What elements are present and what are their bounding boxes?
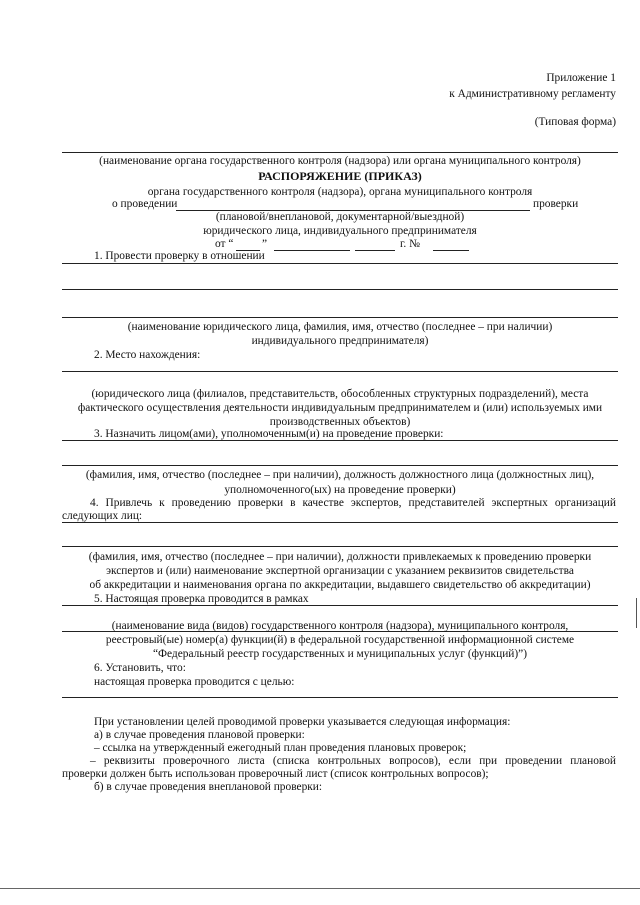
scan-bottom-edge — [0, 888, 640, 889]
item-2-text: 2. Место нахождения: — [94, 349, 201, 361]
item-1-caption-1: (наименование юридического лица, фамилия, имя, отчество (последнее – при наличии) — [127, 321, 553, 333]
item-3-line-1 — [62, 440, 618, 441]
item-4-text-2: следующих лиц: — [62, 510, 143, 522]
entity-line: юридического лица, индивидуального предпринимателя — [203, 225, 477, 237]
item-3-text: 3. Назначить лицом(ами), уполномоченным(и) на проведение проверки: — [94, 428, 444, 440]
item-4-line-1 — [62, 522, 618, 523]
item-4-caption-3: об аккредитации и наименования органа по аккредитации, выдавшего свидетельство об аккредитации) — [89, 579, 591, 591]
item-6-info: При установлении целей проводимой проверки указывается следующая информация: — [94, 716, 511, 728]
item-5-text: 5. Настоящая проверка проводится в рамках — [94, 593, 309, 605]
order-number-line — [433, 250, 469, 251]
item-6b-heading: б) в случае проведения внеплановой проверки: — [94, 781, 323, 793]
check-word: проверки — [533, 198, 579, 210]
item-5-caption-3: “Федеральный реестр государственных и муниципальных услуг (функций)”) — [152, 648, 528, 660]
item-2-caption-2: фактического осуществления деятельности индивидуальным предпринимателем и (или) используемых ими — [77, 402, 603, 414]
item-6-line — [62, 697, 618, 698]
check-type-caption: (плановой/внеплановой, документарной/выездной) — [215, 211, 465, 223]
item-6a-heading: а) в случае проведения плановой проверки: — [94, 729, 305, 741]
item-2-line — [62, 371, 618, 372]
item-6a-requisites-1: – реквизиты проверочного листа (списка контрольных вопросов), если при проведении плановой — [90, 755, 616, 767]
date-month-line — [274, 250, 350, 251]
appendix-label: Приложение 1 — [546, 72, 616, 84]
item-4-text-1: 4. Привлечь к проведению проверки в качестве экспертов, представителей экспертных организаций — [90, 497, 616, 509]
item-5-line-1 — [62, 605, 618, 606]
document-subtitle: органа государственного контроля (надзора), органа муниципального контроля — [147, 186, 533, 198]
regulation-label: к Административному регламенту — [449, 88, 616, 100]
item-6-text-1: 6. Установить, что: — [94, 662, 186, 674]
scan-edge-mark — [636, 598, 637, 628]
item-1-line-3 — [62, 317, 618, 318]
item-1-line-1 — [62, 263, 618, 264]
date-year-line — [355, 250, 395, 251]
item-1-caption-2: индивидуального предпринимателя) — [251, 335, 429, 347]
item-4-line-2 — [62, 546, 618, 547]
date-from-label: от “ — [215, 238, 234, 250]
item-6a-requisites-2: проверки должен быть использован проверочный лист (список контрольных вопросов); — [62, 768, 489, 780]
item-1-line-2 — [62, 289, 618, 290]
item-1-text: 1. Провести проверку в отношении — [94, 250, 265, 262]
date-quote-close: ” — [262, 238, 268, 250]
item-3-line-2 — [62, 465, 618, 466]
document-title: РАСПОРЯЖЕНИЕ (ПРИКАЗ) — [258, 169, 422, 183]
conduct-label: о проведении — [112, 198, 178, 210]
item-2-caption-1: (юридического лица (филиалов, представительств, обособленных структурных подразделений), места — [91, 388, 589, 400]
item-2-caption-3: производственных объектов) — [269, 416, 411, 428]
org-name-caption: (наименование органа государственного контроля (надзора) или органа муниципального контроля) — [99, 155, 581, 167]
date-number-label: г. № — [400, 238, 420, 250]
item-6-text-2: настоящая проверка проводится с целью: — [94, 676, 295, 688]
item-6a-link: – ссылка на утвержденный ежегодный план проведения плановых проверок; — [94, 742, 467, 754]
org-name-line — [62, 152, 618, 153]
form-type-label: (Типовая форма) — [534, 116, 616, 128]
item-4-caption-2: экспертов и (или) наименование экспертной организации с указанием реквизитов свидетельства — [106, 565, 574, 577]
item-3-caption-1: (фамилия, имя, отчество (последнее – при наличии), должность должностного лица (должностных лиц), — [85, 469, 595, 481]
item-5-caption-2: реестровый(ые) номер(а) функции(й) в федеральной государственной информационной системе — [105, 634, 575, 646]
item-5-caption-1: (наименование вида (видов) государственного контроля (надзора), муниципального контроля, — [111, 620, 569, 632]
item-3-caption-2: уполномоченного(ых) на проведение проверки) — [224, 484, 456, 496]
item-4-caption-1: (фамилия, имя, отчество (последнее – при наличии), должности привлекаемых к проведению проверки — [88, 551, 592, 563]
